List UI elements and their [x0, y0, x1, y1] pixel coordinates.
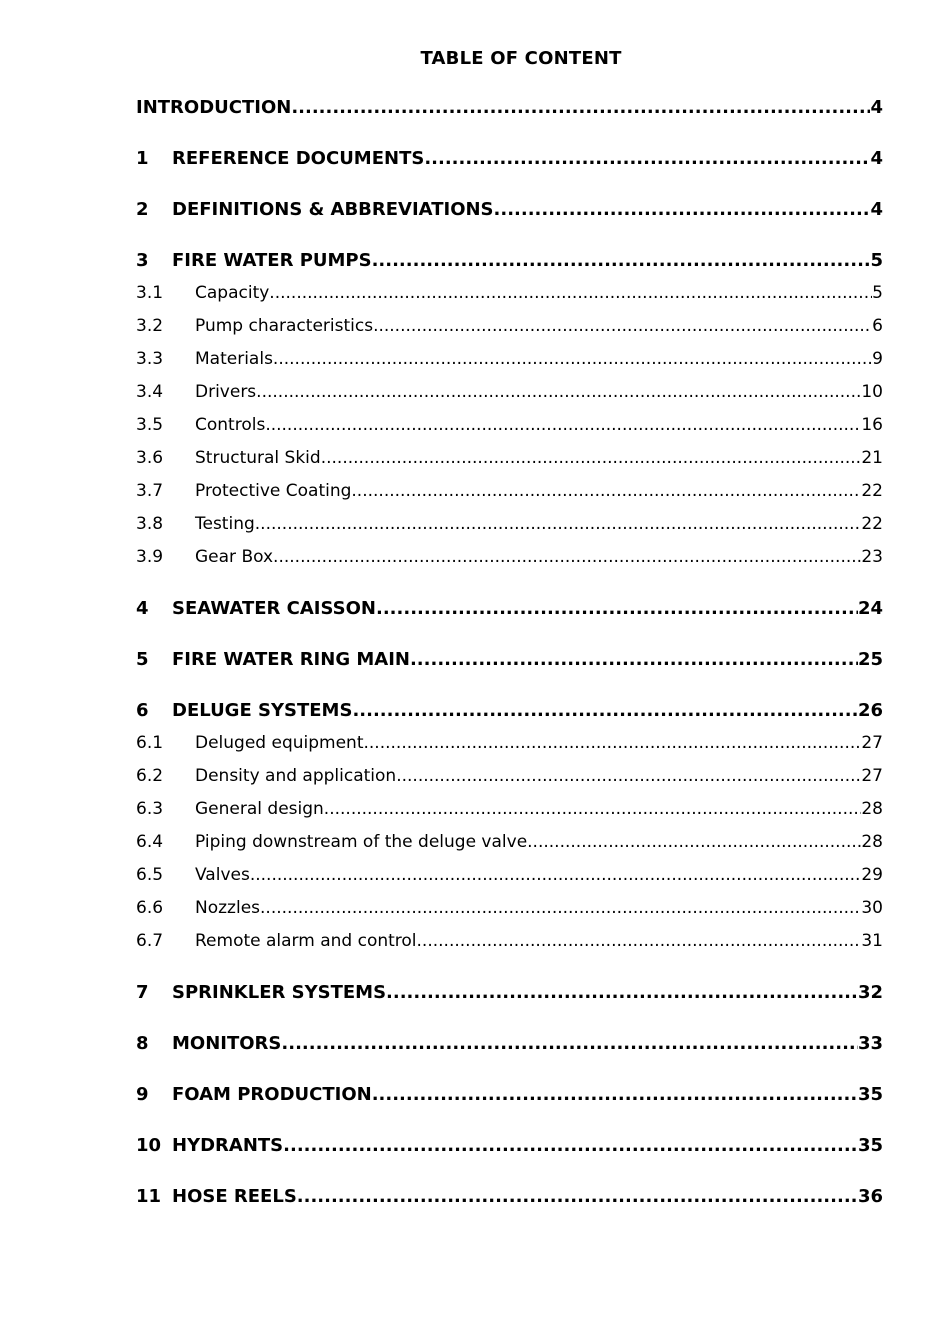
toc-entry-title: Valves — [195, 865, 250, 885]
toc-entry-title: DEFINITIONS & ABBREVIATIONS — [172, 199, 494, 220]
toc-entry-number: 3.3 — [136, 349, 164, 369]
toc-section-entry[interactable] — [136, 97, 883, 123]
toc-entry-title: Gear Box — [195, 547, 274, 567]
dot-leader — [255, 514, 862, 534]
dot-leader — [396, 766, 861, 786]
toc-subsection-entry[interactable] — [136, 799, 883, 823]
toc-entry-page-number: 35 — [857, 1135, 883, 1156]
page-title: TABLE OF CONTENT — [420, 48, 622, 69]
dot-leader — [352, 700, 858, 721]
toc-entry-number: 6.6 — [136, 898, 164, 918]
toc-entry-page-number: 23 — [861, 547, 883, 567]
toc-entry-number: 1 — [136, 148, 149, 169]
toc-entry-number: 6.3 — [136, 799, 164, 819]
toc-section-entry[interactable] — [136, 700, 883, 726]
toc-entry-title: FOAM PRODUCTION — [172, 1084, 372, 1105]
toc-entry-title: Pump characteristics — [195, 316, 374, 336]
toc-entry-title: SEAWATER CAISSON — [172, 598, 376, 619]
toc-entry-title: Testing — [195, 514, 255, 534]
toc-entry-title: Drivers — [195, 382, 257, 402]
toc-entry-number: 8 — [136, 1033, 149, 1054]
dot-leader — [273, 547, 861, 567]
toc-section-entry[interactable] — [136, 250, 883, 276]
toc-subsection-entry[interactable] — [136, 733, 883, 757]
toc-subsection-entry[interactable] — [136, 316, 883, 340]
toc-entry-number: 11 — [136, 1186, 162, 1207]
toc-entry-title: General design — [195, 799, 324, 819]
toc-subsection-entry[interactable] — [136, 349, 883, 373]
dot-leader — [376, 598, 858, 619]
dot-leader — [424, 148, 870, 169]
toc-entry-page-number: 24 — [857, 598, 883, 619]
toc-subsection-entry[interactable] — [136, 481, 883, 505]
toc-section-entry[interactable] — [136, 1186, 883, 1212]
toc-section-entry[interactable] — [136, 1135, 883, 1161]
dot-leader — [417, 931, 862, 951]
dot-leader — [351, 481, 861, 501]
toc-entry-number: 9 — [136, 1084, 149, 1105]
toc-entry-title: Deluged equipment — [195, 733, 364, 753]
toc-subsection-entry[interactable] — [136, 547, 883, 571]
toc-entry-number: 3.7 — [136, 481, 164, 501]
toc-entry-number: 6 — [136, 700, 149, 721]
dot-leader — [273, 349, 872, 369]
toc-entry-title: INTRODUCTION — [136, 97, 292, 118]
toc-subsection-entry[interactable] — [136, 514, 883, 538]
toc-entry-number: 6.4 — [136, 832, 164, 852]
toc-subsection-entry[interactable] — [136, 448, 883, 472]
toc-entry-title: Protective Coating — [195, 481, 352, 501]
toc-entry-page-number: 22 — [861, 514, 883, 534]
dot-leader — [364, 733, 862, 753]
dot-leader — [297, 1186, 858, 1207]
toc-entry-title: HYDRANTS — [172, 1135, 284, 1156]
toc-subsection-entry[interactable] — [136, 382, 883, 406]
toc-subsection-entry[interactable] — [136, 931, 883, 955]
toc-subsection-entry[interactable] — [136, 415, 883, 439]
toc-entry-page-number: 4 — [870, 97, 883, 118]
dot-leader — [494, 199, 871, 220]
toc-entry-title: FIRE WATER RING MAIN — [172, 649, 410, 670]
toc-entry-number: 5 — [136, 649, 149, 670]
toc-entry-page-number: 27 — [861, 766, 883, 786]
toc-entry-page-number: 9 — [872, 349, 883, 369]
dot-leader — [321, 448, 862, 468]
toc-entry-number: 10 — [136, 1135, 162, 1156]
toc-entry-number: 2 — [136, 199, 149, 220]
toc-entry-title: Capacity — [195, 283, 270, 303]
toc-entry-number: 3.9 — [136, 547, 164, 567]
toc-entry-number: 3.8 — [136, 514, 164, 534]
toc-entry-page-number: 28 — [861, 799, 883, 819]
toc-section-entry[interactable] — [136, 199, 883, 225]
toc-entry-number: 6.2 — [136, 766, 164, 786]
toc-entry-page-number: 4 — [870, 148, 883, 169]
toc-entry-title: Materials — [195, 349, 273, 369]
toc-entry-page-number: 26 — [857, 700, 883, 721]
toc-entry-page-number: 4 — [870, 199, 883, 220]
toc-entry-number: 6.7 — [136, 931, 164, 951]
toc-entry-page-number: 35 — [857, 1084, 883, 1105]
dot-leader — [281, 1033, 858, 1054]
toc-entry-title: Structural Skid — [195, 448, 321, 468]
dot-leader — [265, 415, 861, 435]
toc-entry-title: FIRE WATER PUMPS — [172, 250, 372, 271]
toc-entry-page-number: 21 — [861, 448, 883, 468]
toc-subsection-entry[interactable] — [136, 832, 883, 856]
toc-subsection-entry[interactable] — [136, 766, 883, 790]
toc-entry-page-number: 16 — [861, 415, 883, 435]
toc-entry-title: REFERENCE DOCUMENTS — [172, 148, 425, 169]
toc-entry-page-number: 33 — [857, 1033, 883, 1054]
dot-leader — [410, 649, 858, 670]
toc-entry-page-number: 30 — [861, 898, 883, 918]
toc-entry-title: SPRINKLER SYSTEMS — [172, 982, 387, 1003]
toc-section-entry[interactable] — [136, 148, 883, 174]
toc-entry-number: 7 — [136, 982, 149, 1003]
toc-section-entry[interactable] — [136, 1033, 883, 1059]
toc-entry-number: 6.5 — [136, 865, 164, 885]
toc-entry-title: Piping downstream of the deluge valve — [195, 832, 528, 852]
toc-entry-page-number: 22 — [861, 481, 883, 501]
toc-subsection-entry[interactable] — [136, 283, 883, 307]
toc-entry-title: MONITORS — [172, 1033, 282, 1054]
dot-leader — [260, 898, 861, 918]
toc-entry-page-number: 27 — [861, 733, 883, 753]
toc-section-entry[interactable] — [136, 649, 883, 675]
toc-entry-page-number: 28 — [861, 832, 883, 852]
dot-leader — [324, 799, 862, 819]
toc-entry-page-number: 5 — [872, 283, 883, 303]
dot-leader — [256, 382, 861, 402]
toc-entry-number: 3.1 — [136, 283, 164, 303]
toc-entry-page-number: 36 — [857, 1186, 883, 1207]
toc-entry-page-number: 6 — [872, 316, 883, 336]
toc-section-entry[interactable] — [136, 598, 883, 624]
toc-entry-title: Density and application — [195, 766, 397, 786]
dot-leader — [386, 982, 858, 1003]
toc-entry-page-number: 25 — [857, 649, 883, 670]
toc-entry-page-number: 31 — [861, 931, 883, 951]
dot-leader — [527, 832, 861, 852]
toc-entry-title: Controls — [195, 415, 266, 435]
toc-entry-number: 3 — [136, 250, 149, 271]
toc-entry-title: DELUGE SYSTEMS — [172, 700, 353, 721]
dot-leader — [283, 1135, 858, 1156]
toc-entry-page-number: 29 — [861, 865, 883, 885]
toc-entry-number: 6.1 — [136, 733, 164, 753]
toc-subsection-entry[interactable] — [136, 865, 883, 889]
toc-subsection-entry[interactable] — [136, 898, 883, 922]
toc-entry-page-number: 5 — [870, 250, 883, 271]
dot-leader — [291, 97, 870, 118]
dot-leader — [373, 316, 872, 336]
toc-section-entry[interactable] — [136, 1084, 883, 1110]
toc-entry-number: 3.6 — [136, 448, 164, 468]
toc-entry-number: 4 — [136, 598, 149, 619]
toc-entry-page-number: 10 — [861, 382, 883, 402]
dot-leader — [372, 1084, 858, 1105]
toc-entry-title: HOSE REELS — [172, 1186, 297, 1207]
toc-entry-title: Remote alarm and control — [195, 931, 417, 951]
dot-leader — [269, 283, 872, 303]
toc-section-entry[interactable] — [136, 982, 883, 1008]
toc-entry-number: 3.4 — [136, 382, 164, 402]
dot-leader — [372, 250, 871, 271]
toc-entry-title: Nozzles — [195, 898, 261, 918]
toc-entry-page-number: 32 — [857, 982, 883, 1003]
dot-leader — [250, 865, 862, 885]
toc-entry-number: 3.2 — [136, 316, 164, 336]
toc-entry-number: 3.5 — [136, 415, 164, 435]
